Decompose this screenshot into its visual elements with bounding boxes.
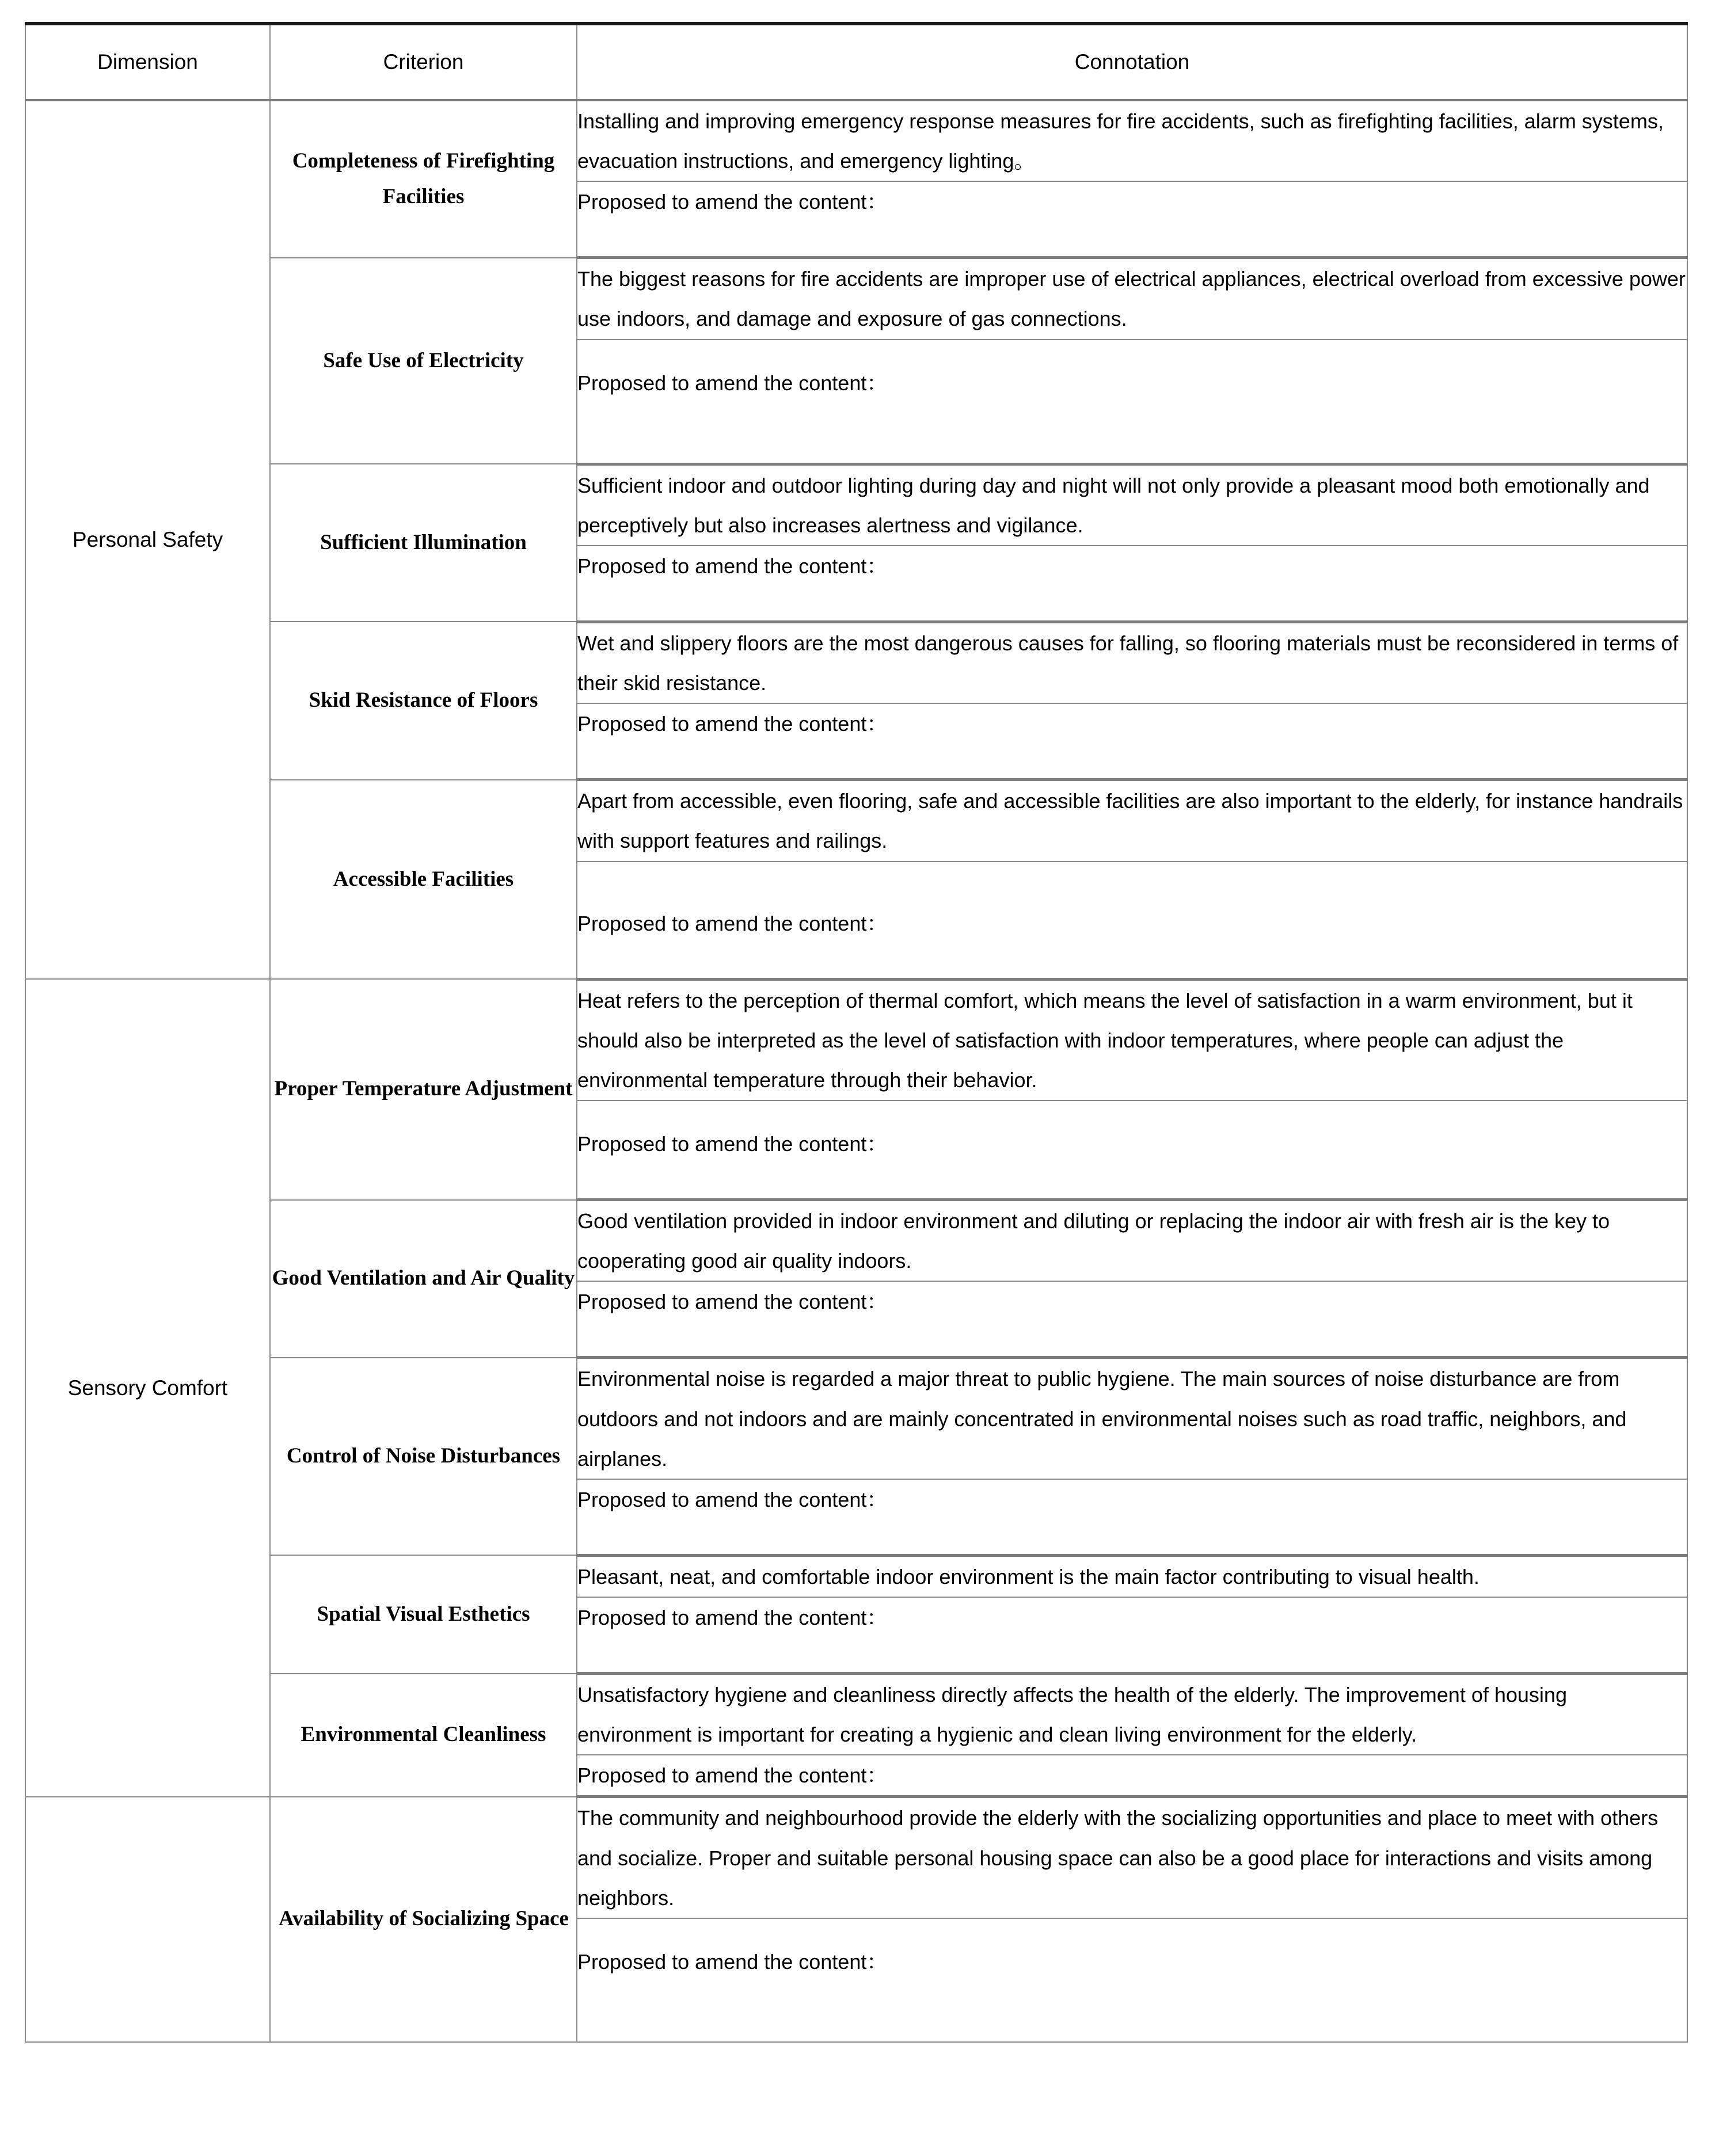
criterion-cell-safe-use-of-electricity: Safe Use of Electricity (270, 258, 577, 464)
connotation-cell-spatial-visual-esthetics: Pleasant, neat, and comfortable indoor environment is the main factor contributing to visual health. (577, 1555, 1687, 1597)
criterion-cell-completeness-of-firefighting-facilities: Completeness of Firefighting Facilities (270, 100, 577, 258)
criterion-cell-skid-resistance-of-floors: Skid Resistance of Floors (270, 622, 577, 779)
criterion-cell-spatial-visual-esthetics: Spatial Visual Esthetics (270, 1555, 577, 1673)
table-row (25, 1555, 1687, 1597)
connotation-cell-availability-of-socializing-space: The community and neighbourhood provide the elderly with the socializing opportunities and place to meet with others and socialize. Proper and suitable personal housing space can also be a good place for interactions and visits among neighbors. (577, 1797, 1687, 1918)
table-header-row (25, 24, 1687, 100)
table-row (25, 1674, 1687, 1755)
table-row (25, 1797, 1687, 1918)
criterion-cell-environmental-cleanliness: Environmental Cleanliness (270, 1674, 577, 1797)
table-row (25, 1200, 1687, 1282)
criterion-cell-proper-temperature-adjustment: Proper Temperature Adjustment (270, 979, 577, 1199)
dimension-cell-sensory-comfort: Sensory Comfort (25, 979, 270, 1797)
column-header-connotation: Connotation (577, 24, 1687, 100)
table-row (25, 979, 1687, 1100)
connotation-cell-sufficient-illumination: Sufficient indoor and outdoor lighting during day and night will not only provide a pleasant mood both emotionally and perceptively but also increases alertness and vigilance. (577, 464, 1687, 546)
table-row (25, 1358, 1687, 1479)
connotation-cell-accessible-facilities: Apart from accessible, even flooring, safe and accessible facilities are also important to the elderly, for instance handrails with support features and railings. (577, 780, 1687, 862)
criterion-cell-sufficient-illumination: Sufficient Illumination (270, 464, 577, 622)
connotation-cell-skid-resistance-of-floors: Wet and slippery floors are the most dangerous causes for falling, so flooring materials must be reconsidered in terms of their skid resistance. (577, 622, 1687, 703)
amend-cell-spatial-visual-esthetics: Proposed to amend the content： (577, 1597, 1687, 1674)
amend-cell-proper-temperature-adjustment: Proposed to amend the content： (577, 1100, 1687, 1200)
table-row (25, 100, 1687, 181)
connotation-cell-control-of-noise-disturbances: Environmental noise is regarded a major threat to public hygiene. The main sources of noise disturbance are from outdoors and not indoors and are mainly concentrated in environmental noises such as road traffic, neighbors, and airplanes. (577, 1358, 1687, 1479)
criterion-cell-control-of-noise-disturbances: Control of Noise Disturbances (270, 1358, 577, 1555)
connotation-cell-good-ventilation-and-air-quality: Good ventilation provided in indoor environment and diluting or replacing the indoor air with fresh air is the key to cooperating good air quality indoors. (577, 1200, 1687, 1282)
column-header-criterion: Criterion (270, 24, 577, 100)
table-row (25, 464, 1687, 546)
criterion-cell-availability-of-socializing-space: Availability of Socializing Space (270, 1797, 577, 2042)
dimension-cell-personal-safety: Personal Safety (25, 100, 270, 979)
amend-cell-availability-of-socializing-space: Proposed to amend the content： (577, 1918, 1687, 2042)
connotation-cell-environmental-cleanliness: Unsatisfactory hygiene and cleanliness directly affects the health of the elderly. The improvement of housing environment is important for creating a hygienic and clean living environment for the elderly. (577, 1674, 1687, 1755)
connotation-cell-completeness-of-firefighting-facilities: Installing and improving emergency response measures for fire accidents, such as firefighting facilities, alarm systems, evacuation instructions, and emergency lighting。 (577, 100, 1687, 181)
amend-cell-accessible-facilities: Proposed to amend the content： (577, 862, 1687, 980)
criterion-cell-good-ventilation-and-air-quality: Good Ventilation and Air Quality (270, 1200, 577, 1358)
evaluation-criteria-table (25, 22, 1688, 2043)
table-row (25, 780, 1687, 862)
dimension-cell-unlabeled (25, 1797, 270, 2042)
criterion-cell-accessible-facilities: Accessible Facilities (270, 780, 577, 979)
amend-cell-skid-resistance-of-floors: Proposed to amend the content： (577, 703, 1687, 780)
table-row (25, 258, 1687, 340)
amend-cell-control-of-noise-disturbances: Proposed to amend the content： (577, 1479, 1687, 1556)
connotation-cell-proper-temperature-adjustment: Heat refers to the perception of thermal comfort, which means the level of satisfaction in a warm environment, but it should also be interpreted as the level of satisfaction with indoor temperatures, where people can adjust the environmental temperature through their behavior. (577, 979, 1687, 1100)
amend-cell-environmental-cleanliness: Proposed to amend the content： (577, 1755, 1687, 1797)
amend-cell-completeness-of-firefighting-facilities: Proposed to amend the content： (577, 181, 1687, 258)
connotation-cell-safe-use-of-electricity: The biggest reasons for fire accidents are improper use of electrical appliances, electrical overload from excessive power use indoors, and damage and exposure of gas connections. (577, 258, 1687, 340)
amend-cell-sufficient-illumination: Proposed to amend the content： (577, 546, 1687, 622)
amend-cell-safe-use-of-electricity: Proposed to amend the content： (577, 340, 1687, 464)
amend-cell-good-ventilation-and-air-quality: Proposed to amend the content： (577, 1281, 1687, 1358)
table-row (25, 622, 1687, 703)
column-header-dimension: Dimension (25, 24, 270, 100)
